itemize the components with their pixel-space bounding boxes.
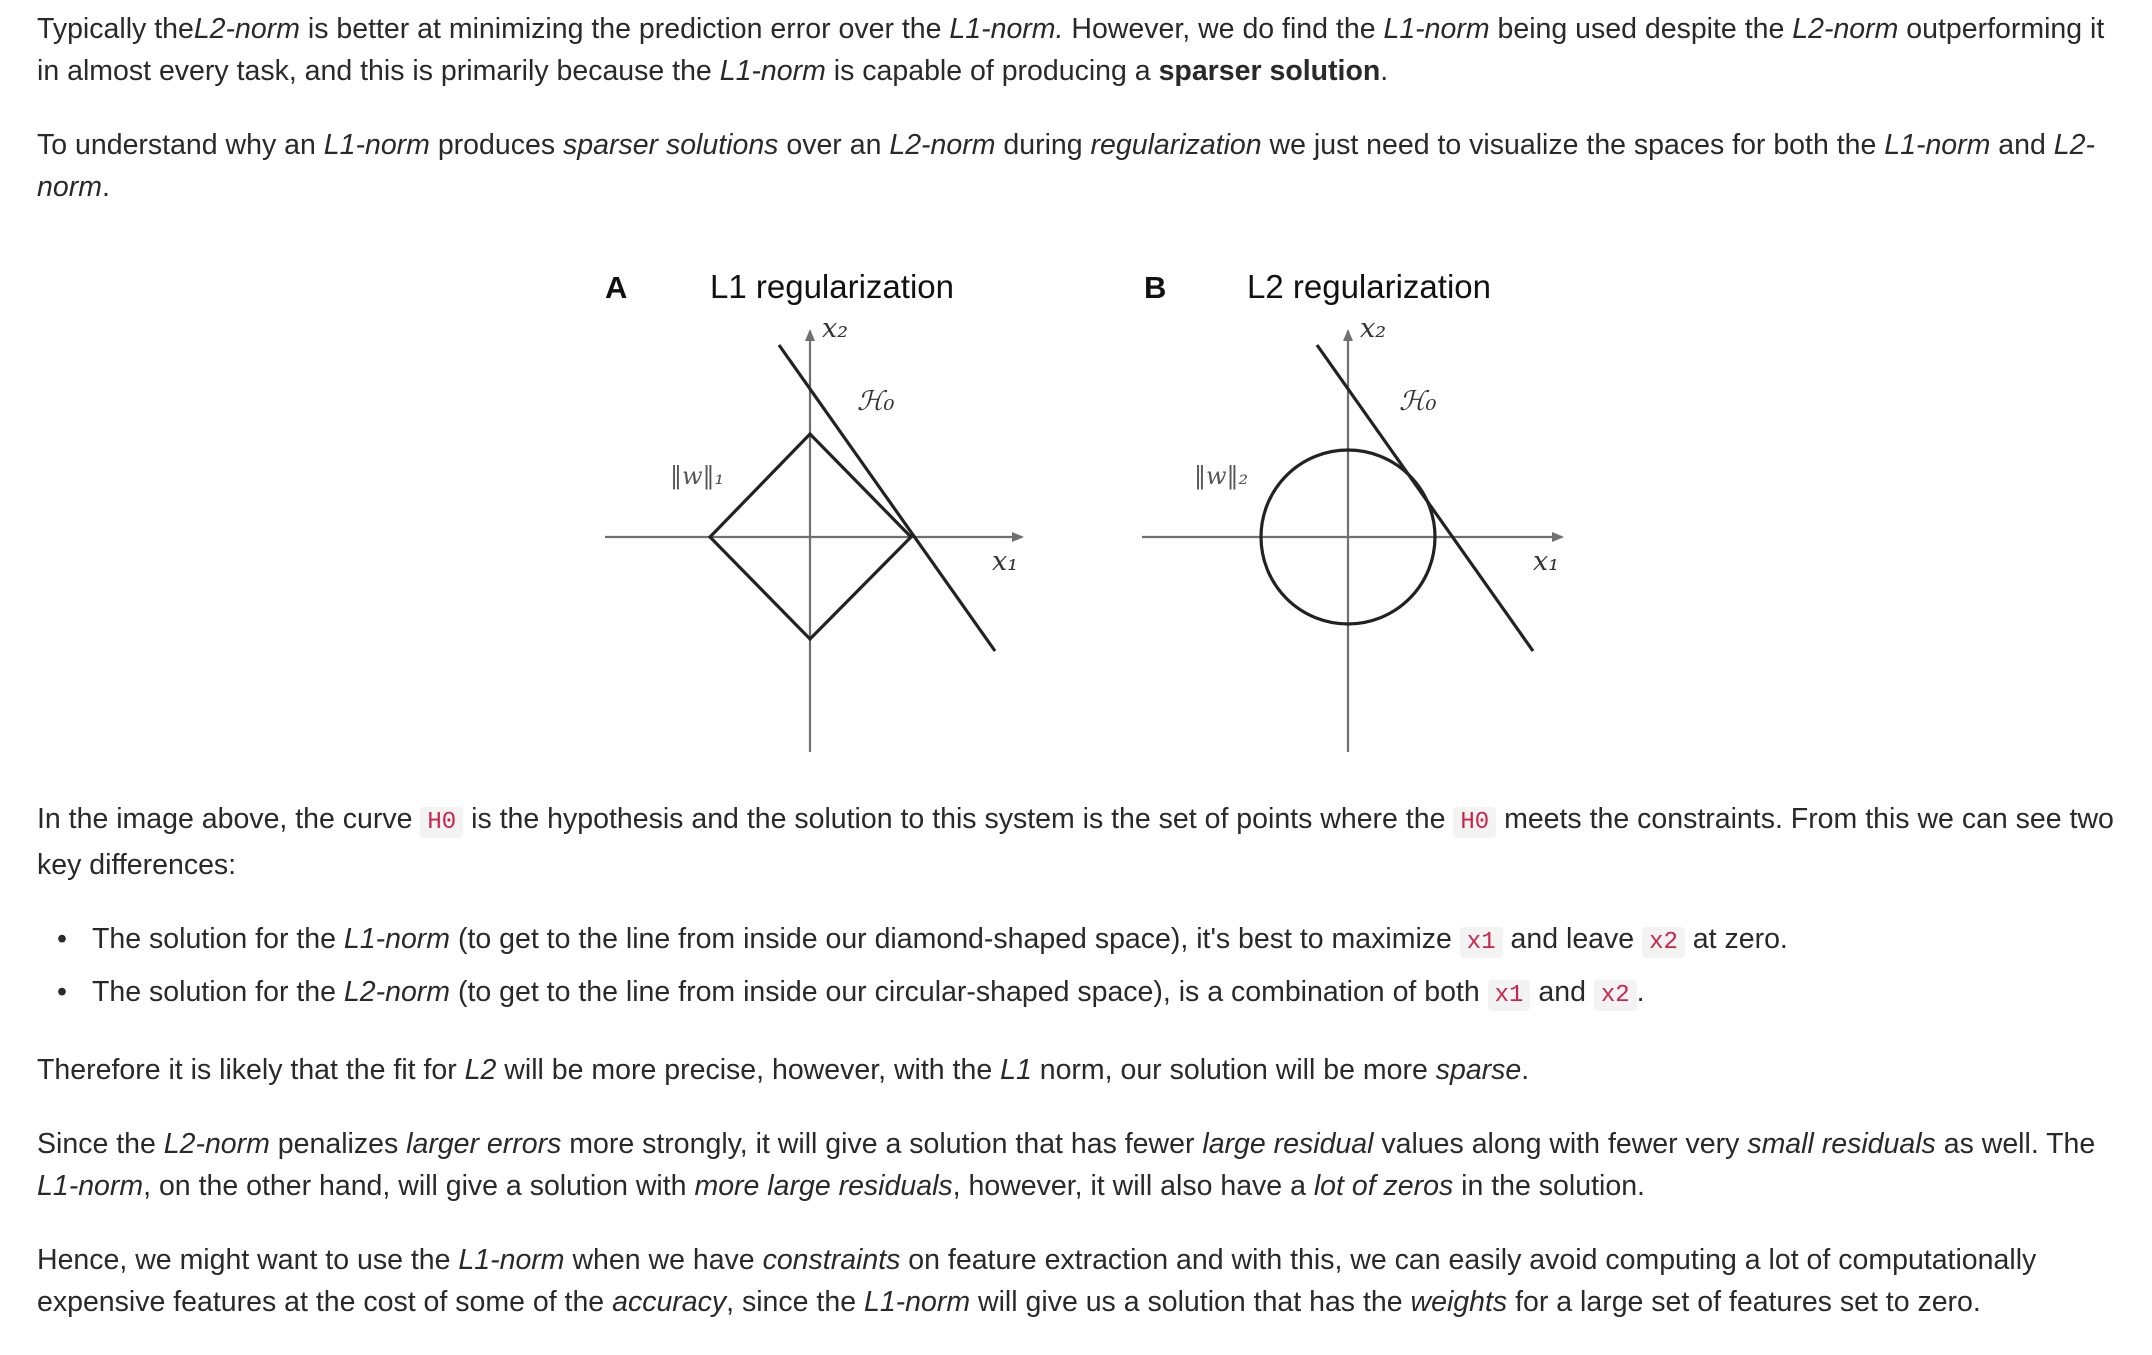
term-l2: L2: [464, 1054, 497, 1086]
text-span: is the hypothesis and the solution to this system is the set of points where the: [463, 803, 1454, 835]
inline-code-x1: x1: [1460, 927, 1503, 958]
bold-sparser-solution: sparser solution: [1158, 55, 1381, 87]
term-accuracy: accuracy: [612, 1286, 727, 1318]
inline-code-h0: H0: [420, 807, 463, 838]
term-large-residual: large residual: [1202, 1128, 1374, 1160]
term-sparser-solutions: sparser solutions: [563, 129, 779, 161]
panel-a-h0-label: ℋ₀: [857, 386, 895, 417]
text-span: is capable of producing a: [825, 55, 1159, 87]
text-span: Typically the: [37, 13, 194, 45]
text-span: as well. The: [1935, 1128, 2096, 1160]
text-span: produces: [429, 129, 563, 161]
text-span: Hence, we might want to use the: [37, 1244, 459, 1276]
text-span: .: [101, 171, 110, 203]
article-body: [37, 8, 2127, 1355]
text-span: outperforming it in almost every task, and this is primarily because the: [37, 13, 2105, 87]
panel-b-title: L2 regularization: [1247, 268, 1491, 305]
text-span: at zero.: [1684, 923, 1788, 955]
text-span: penalizes: [269, 1128, 407, 1160]
text-span: Therefore it is likely that the fit for: [37, 1054, 465, 1086]
term-lot-of-zeros: lot of zeros: [1313, 1170, 1454, 1202]
term-more-large-residuals: more large residuals: [694, 1170, 953, 1202]
panel-a-x1-label: x₁: [992, 546, 1019, 577]
inline-code-h0: H0: [1453, 807, 1496, 838]
term-l1: L1: [1000, 1054, 1032, 1086]
term-weights: weights: [1410, 1286, 1508, 1318]
text-span: is better at minimizing the prediction error over the: [299, 13, 950, 45]
text-span: meets the constraints. From this we can see two key differences:: [37, 803, 2114, 881]
text-span: , since the: [726, 1286, 864, 1318]
paragraph-visualize: [37, 124, 2127, 208]
inline-code-x2: x2: [1642, 927, 1685, 958]
inline-code-x1: x1: [1488, 980, 1531, 1011]
text-span: on feature extraction and with this, we can easily avoid computing a lot of computationally expensive features at the cost of some of the: [37, 1244, 2037, 1318]
term-l2-norm: L2-norm: [163, 1128, 270, 1160]
text-span: in the solution.: [1453, 1170, 1645, 1202]
term-l2-norm: L2-norm: [1792, 13, 1899, 45]
text-span: .: [1380, 55, 1389, 87]
panel-a-letter: A: [605, 270, 628, 305]
list-item-l2-solution: [37, 971, 2127, 1017]
term-l1-norm: L1-norm: [719, 55, 826, 87]
term-l2-norm: L2-norm: [37, 129, 2095, 203]
term-l1-norm: L1-norm: [1383, 13, 1490, 45]
text-span: will be more precise, however, with the: [496, 1054, 1001, 1086]
text-span: over an: [778, 129, 890, 161]
text-span: for a large set of features set to zero.: [1507, 1286, 1981, 1318]
text-span: being used despite the: [1489, 13, 1793, 45]
regularization-diagram: [37, 248, 2127, 778]
bullet-dot: •: [57, 923, 67, 955]
panel-b-letter: B: [1144, 270, 1167, 305]
term-regularization: regularization: [1090, 129, 1262, 161]
text-span: norm, our solution will be more: [1031, 1054, 1436, 1086]
text-span: (to get to the line from inside our diamond-shaped space), it's best to maximize: [450, 923, 1460, 955]
panel-a-norm-label: ‖w‖₁: [670, 462, 725, 490]
panel-b-h0-label: ℋ₀: [1399, 386, 1437, 417]
text-span: and leave: [1502, 923, 1643, 955]
term-l2-norm: L2-norm: [889, 129, 996, 161]
term-constraints: constraints: [762, 1244, 901, 1276]
text-span: when we have: [564, 1244, 763, 1276]
text-span: .: [1636, 976, 1645, 1008]
panel-b-x2-label: x₂: [1360, 313, 1387, 344]
panel-l1: [605, 268, 1022, 752]
term-larger-errors: larger errors: [406, 1128, 562, 1160]
text-span: , however, it will also have a: [952, 1170, 1314, 1202]
paragraph-intro: [37, 8, 2127, 92]
regularization-figure: [37, 248, 2127, 778]
term-l1-norm: L1-norm: [863, 1286, 971, 1318]
text-span: To understand why an: [37, 129, 324, 161]
text-span: and: [1530, 976, 1594, 1008]
term-l2-norm: L2-norm: [343, 976, 451, 1008]
text-span: The solution for the: [92, 976, 344, 1008]
text-span: The solution for the: [92, 923, 344, 955]
text-span: .: [1521, 1054, 1530, 1086]
text-span: we just need to visualize the spaces for both the: [1261, 129, 1885, 161]
text-span: values along with fewer very: [1373, 1128, 1748, 1160]
inline-code-x2: x2: [1594, 980, 1637, 1011]
panel-a-x2-label: x₂: [822, 313, 849, 344]
text-span: (to get to the line from inside our circular-shaped space), is a combination of both: [450, 976, 1488, 1008]
term-l1-norm: L1-norm: [37, 1170, 144, 1202]
text-span: will give us a solution that has the: [970, 1286, 1411, 1318]
panel-b-x1-label: x₁: [1533, 546, 1560, 577]
text-span: during: [995, 129, 1091, 161]
term-l1-norm: L1-norm: [343, 923, 451, 955]
text-span: and: [1990, 129, 2054, 161]
bullet-dot: •: [57, 976, 67, 1008]
term-small-residuals: small residuals: [1747, 1128, 1936, 1160]
paragraph-residuals: [37, 1123, 2127, 1207]
differences-list: [37, 918, 2127, 1017]
panel-a-title: L1 regularization: [710, 268, 954, 305]
text-span: more strongly, it will give a solution that has fewer: [561, 1128, 1203, 1160]
paragraph-conclusion: [37, 1239, 2127, 1323]
text-span: Since the: [37, 1128, 164, 1160]
term-l1-norm: L1-norm: [458, 1244, 565, 1276]
list-item-l1-solution: [37, 918, 2127, 964]
text-span: , on the other hand, will give a solution with: [143, 1170, 695, 1202]
panel-b-norm-label: ‖w‖₂: [1194, 462, 1249, 490]
term-l1-norm: L1-norm.: [949, 13, 1064, 45]
paragraph-precision: [37, 1049, 2127, 1091]
term-l1-norm: L1-norm: [323, 129, 430, 161]
term-l2-norm: L2-norm: [193, 13, 300, 45]
term-sparse: sparse: [1435, 1054, 1522, 1086]
panel-l2: [1142, 268, 1562, 752]
paragraph-figure-explanation: [37, 798, 2127, 886]
text-span: However, we do find the: [1063, 13, 1384, 45]
term-l1-norm: L1-norm: [1884, 129, 1991, 161]
text-span: In the image above, the curve: [37, 803, 421, 835]
